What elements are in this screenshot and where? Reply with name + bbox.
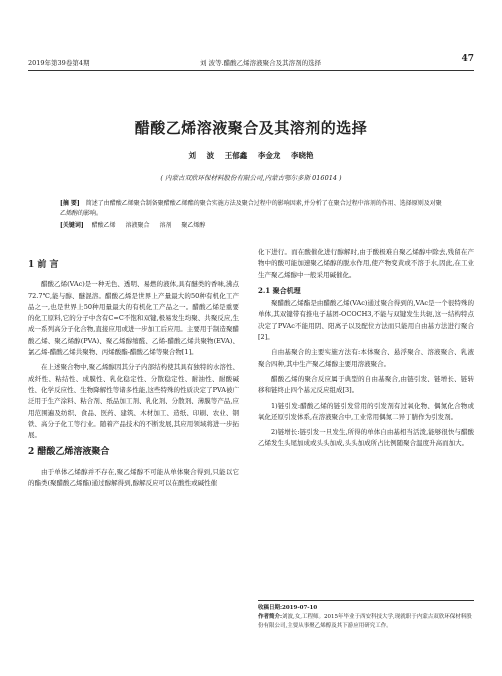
keywords-label: [关键词] <box>60 222 84 229</box>
paper-title: 醋酸乙烯溶液聚合及其溶剂的选择 <box>134 119 368 137</box>
paragraph: 由于单体乙烯醇并不存在,聚乙烯醇不可能从单体聚合得到,只能以它的酯类(聚醋酸乙烯酯)通过醇解得到,醇解反应可以在酸性或碱性催 <box>28 467 239 488</box>
subsection-heading: 2.1 聚合机理 <box>258 285 301 295</box>
footnote <box>258 600 474 631</box>
paragraph: 在上述聚合物中,聚乙烯醇因其分子内部结构使其具有独特的水溶性、成纤性、粘结性、成膜性、乳化稳定性、分散稳定性、耐油性、耐酸碱性、化学反应性、生物降解性等诸多性能,这些特殊的性质决定了PVA被广泛用于生产涂料、粘合剂、纸品加工剂、乳化剂、分散剂、薄膜等产品,应用范围遍及纺织、食品、医药、建筑、木材加工、造纸、印刷、农业、钢铁、高分子化工等行业。随着产品技术的不断发展,其应用领域将进一步拓展。 <box>28 363 239 440</box>
author-bio: 刘波,女,工程师。2015年毕业于西安科技大学,现就职于内蒙古双欣环保材料股份有限公司,主要从事聚乙烯醇及其下游应用研究工作。 <box>258 614 472 629</box>
left-column <box>28 254 239 493</box>
section-heading: 2 醋酸乙烯溶液聚合 <box>28 447 110 458</box>
paragraph: 自由基聚合的主要实施方法有:本体聚合、悬浮聚合、溶液聚合、乳液聚合四种,其中生产聚乙烯醇主要用溶液聚合。 <box>258 348 474 368</box>
section-heading: 1 前 言 <box>28 260 59 270</box>
paragraph: 醋酸乙烯(VAc)是一种无色、透明、易燃的液体,具有醚类的香味,沸点72.7℃,能与醇、醚混溶。醋酸乙烯是世界上产量最大的50种有机化工产品之一,也是世界上50种用量最大的有机化工产品之一。醋酸乙烯是重要的化工原料,它的分子中含有C=C不饱和双键,极易发生均聚、共聚反应,生成一系列高分子化合物,直接应用或进一步加工后应用。主要用于制造聚醋酸乙烯、聚乙烯醇(PVA)、聚乙烯醇缩醛、乙烯-醋酸乙烯共聚物(EVA)、氯乙烯-醋酸乙烯共聚物、丙烯酸酯-醋酸乙烯等聚合物[1]。 <box>28 280 239 357</box>
abstract-block <box>60 199 442 231</box>
page-number: 47 <box>461 54 474 64</box>
running-header <box>28 54 474 71</box>
paragraph: 2)链增长:链引发一旦发生,所得的单体自由基相当活泼,能够很快与醋酸乙烯发生头尾加成或头头加成,头头加成所占比例随聚合温度升高而加大。 <box>258 428 474 448</box>
keyword: 醋酸乙烯 <box>91 222 116 229</box>
paragraph: 醋酸乙烯的聚合反应属于典型的自由基聚合,由链引发、链增长、链转移和链终止四个基元反应组成[3]。 <box>258 374 474 395</box>
paragraph: 1)链引发:醋酸乙烯的链引发常用的引发剂有过氧化物、偶氮化合物或氧化还原引发体系,在溶液聚合中,工业常用偶氮二异丁腈作为引发剂。 <box>258 401 474 421</box>
bio-label: 作者简介: <box>258 614 283 620</box>
journal-issue: 2019年第39卷第4期 <box>28 59 90 67</box>
right-column <box>258 247 474 454</box>
keyword: 溶液聚合 <box>125 222 150 229</box>
abstract-text: 简述了由醋酸乙烯聚合制备聚醋酸乙烯酯的聚合实施方法及聚合过程中的影响因素,并分析了在聚合过程中溶剂的作用、选择原则及对聚乙烯醇的影响。 <box>60 200 442 217</box>
authors: 刘 波 王郁鑫 李金龙 李晓艳 <box>188 151 314 160</box>
paragraph: 化下进行。而在酸催化进行醇解时,由于酸极难自聚乙烯醇中除去,残留在产物中的酸可能加速聚乙烯醇的脱水作用,使产物变黄或不溶于水,因此,在工业生产聚乙烯醇中一般采用碱催化。 <box>258 248 474 279</box>
paragraph: 聚醋酸乙烯酯是由醋酸乙烯(VAc)通过聚合得到的,VAc是一个很特殊的单体,其双键带有推电子基团-OCOCH3,不能与双键发生共轭,这一结构特点决定了PVAc不能用阴、阳离子以及配位方法而只能用自由基方法进行聚合[2]。 <box>258 299 474 342</box>
running-title: 刘 波等.醋酸乙烯溶液聚合及其溶剂的选择 <box>200 59 322 67</box>
keyword: 溶剂 <box>159 222 172 229</box>
affiliation: ( 内蒙古双欣环保材料股份有限公司,内蒙古鄂尔多斯 016014 ) <box>160 174 342 182</box>
abstract-label: [摘 要] <box>60 200 80 207</box>
keywords <box>60 221 442 231</box>
received-date: 收稿日期:2019-07-10 <box>258 605 318 611</box>
keyword: 聚乙烯醇 <box>181 222 206 229</box>
